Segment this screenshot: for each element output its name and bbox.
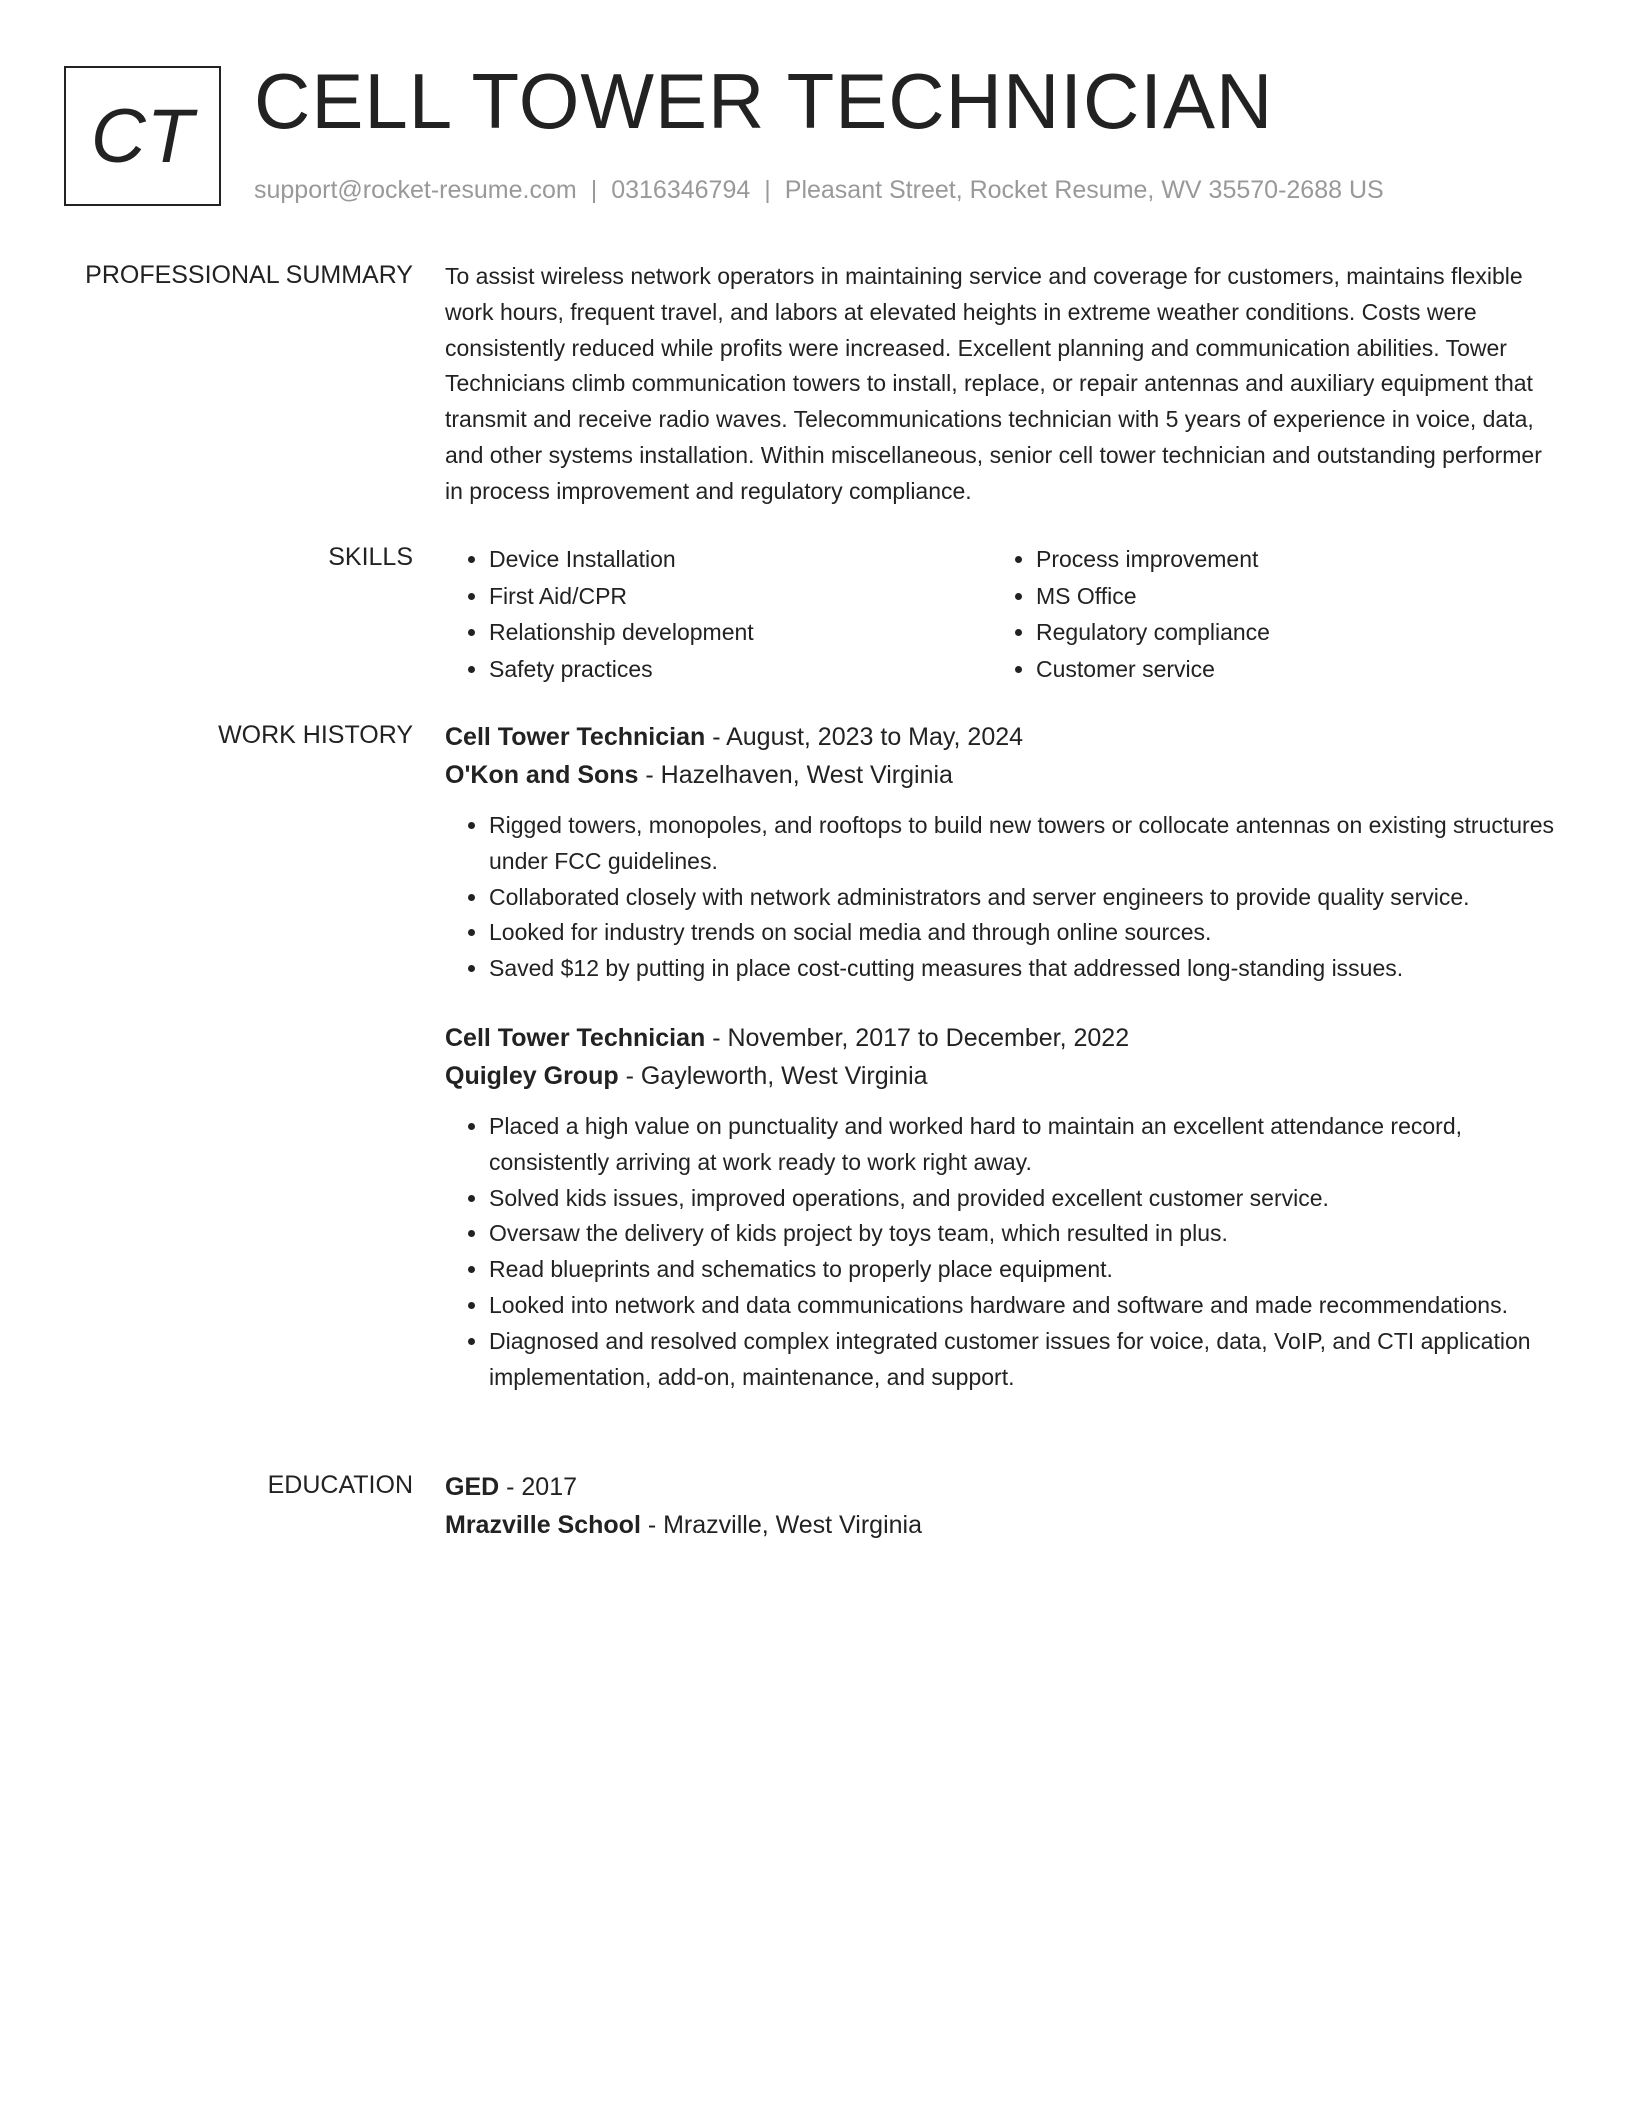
job-title-line <box>445 718 1560 756</box>
skills-heading: SKILLS <box>328 543 413 571</box>
job-title: Cell Tower Technician <box>445 723 706 751</box>
summary-body <box>445 258 1560 510</box>
job-location: - Gayleworth, West Virginia <box>618 1061 928 1090</box>
job-company: Quigley Group <box>445 1061 619 1090</box>
contact-address: Pleasant Street, Rocket Resume, WV 35570-2688 US <box>784 176 1384 204</box>
education-body <box>445 1468 1560 1544</box>
job-duty: • Looked into network and data communications hardware and software and made recommendations. <box>489 1288 1560 1324</box>
job-duties <box>445 808 1560 987</box>
job-entry <box>445 1019 1560 1395</box>
job-duty: • Placed a high value on punctuality and worked hard to maintain an excellent attendance record, consistently arriving at work ready to work right away. <box>489 1109 1560 1181</box>
contact-separator: | <box>590 176 598 204</box>
education-degree-line <box>445 1468 1560 1506</box>
skill-item: • Regulatory compliance <box>1036 614 1539 651</box>
education-degree: GED <box>445 1473 500 1501</box>
summary-heading: PROFESSIONAL SUMMARY <box>85 261 413 289</box>
job-duty: • Looked for industry trends on social media and through online sources. <box>489 915 1560 951</box>
skill-item: • First Aid/CPR <box>489 578 992 615</box>
contact-separator: | <box>764 176 771 204</box>
work-history-heading: WORK HISTORY <box>218 721 413 749</box>
job-duty: • Oversaw the delivery of kids project by toys team, which resulted in plus. <box>489 1216 1560 1252</box>
skill-item: • Process improvement <box>1036 541 1539 578</box>
skill-item: • Device Installation <box>489 541 992 578</box>
monogram-logo <box>64 66 221 206</box>
job-duty: • Read blueprints and schematics to properly place equipment. <box>489 1252 1560 1288</box>
contact-line <box>254 174 1384 206</box>
job-entry <box>445 718 1560 987</box>
job-duty: • Rigged towers, monopoles, and rooftops to build new towers or collocate antennas on existing structures under FCC guidelines. <box>489 808 1560 880</box>
job-title-line <box>445 1019 1560 1057</box>
job-duty: • Saved $12 by putting in place cost-cutting measures that addressed long-standing issues. <box>489 951 1560 987</box>
job-location: - Hazelhaven, West Virginia <box>638 761 953 789</box>
job-duty: • Diagnosed and resolved complex integrated customer issues for voice, data, VoIP, and CTI application implementation, add-on, maintenance, and support. <box>489 1324 1560 1396</box>
education-school-line <box>445 1506 1560 1544</box>
education-school: Mrazville School <box>445 1511 641 1539</box>
candidate-title: CELL TOWER TECHNICIAN <box>254 57 1274 145</box>
job-dates: - November, 2017 to December, 2022 <box>705 1023 1130 1052</box>
education-location: - Mrazville, West Virginia <box>640 1511 922 1539</box>
skills-body <box>445 540 1560 687</box>
education-heading: EDUCATION <box>267 1471 413 1499</box>
summary-text: To assist wireless network operators in maintaining service and coverage for customers, maintains flexible work hours, frequent travel, and labors at elevated heights in extreme weather conditions. Costs were consistently reduced while profits were increased. Excellent planning and communication abilities. Tower Technicians climb communication towers to install, replace, or repair antennas and auxiliary equipment that transmit and receive radio waves. Telecommunications technician with 5 years of experience in voice, data, and other systems installation. Within miscellaneous, senior cell tower technician and outstanding performer in process improvement and regulatory compliance. <box>445 263 1542 504</box>
job-title: Cell Tower Technician <box>445 1023 706 1052</box>
skill-item: • Safety practices <box>489 651 992 688</box>
contact-email: support@rocket-resume.com <box>254 176 577 204</box>
skill-item: • MS Office <box>1036 578 1539 615</box>
skill-item: • Customer service <box>1036 651 1539 688</box>
monogram-text: CT <box>90 93 195 179</box>
skills-list-left <box>445 541 992 687</box>
education-year: - 2017 <box>499 1473 578 1501</box>
job-duty: • Solved kids issues, improved operations, and provided excellent customer service. <box>489 1181 1560 1217</box>
contact-phone: 0316346794 <box>611 176 751 204</box>
job-company-line <box>445 756 1560 794</box>
job-duty: • Collaborated closely with network administrators and server engineers to provide quality service. <box>489 880 1560 916</box>
job-dates: - August, 2023 to May, 2024 <box>705 723 1024 751</box>
skills-columns <box>445 540 1560 687</box>
skills-list-right <box>992 541 1539 687</box>
job-company: O'Kon and Sons <box>445 761 639 789</box>
work-history-body <box>445 718 1560 1395</box>
job-duties <box>445 1109 1560 1395</box>
job-company-line <box>445 1057 1560 1095</box>
skill-item: • Relationship development <box>489 614 992 651</box>
